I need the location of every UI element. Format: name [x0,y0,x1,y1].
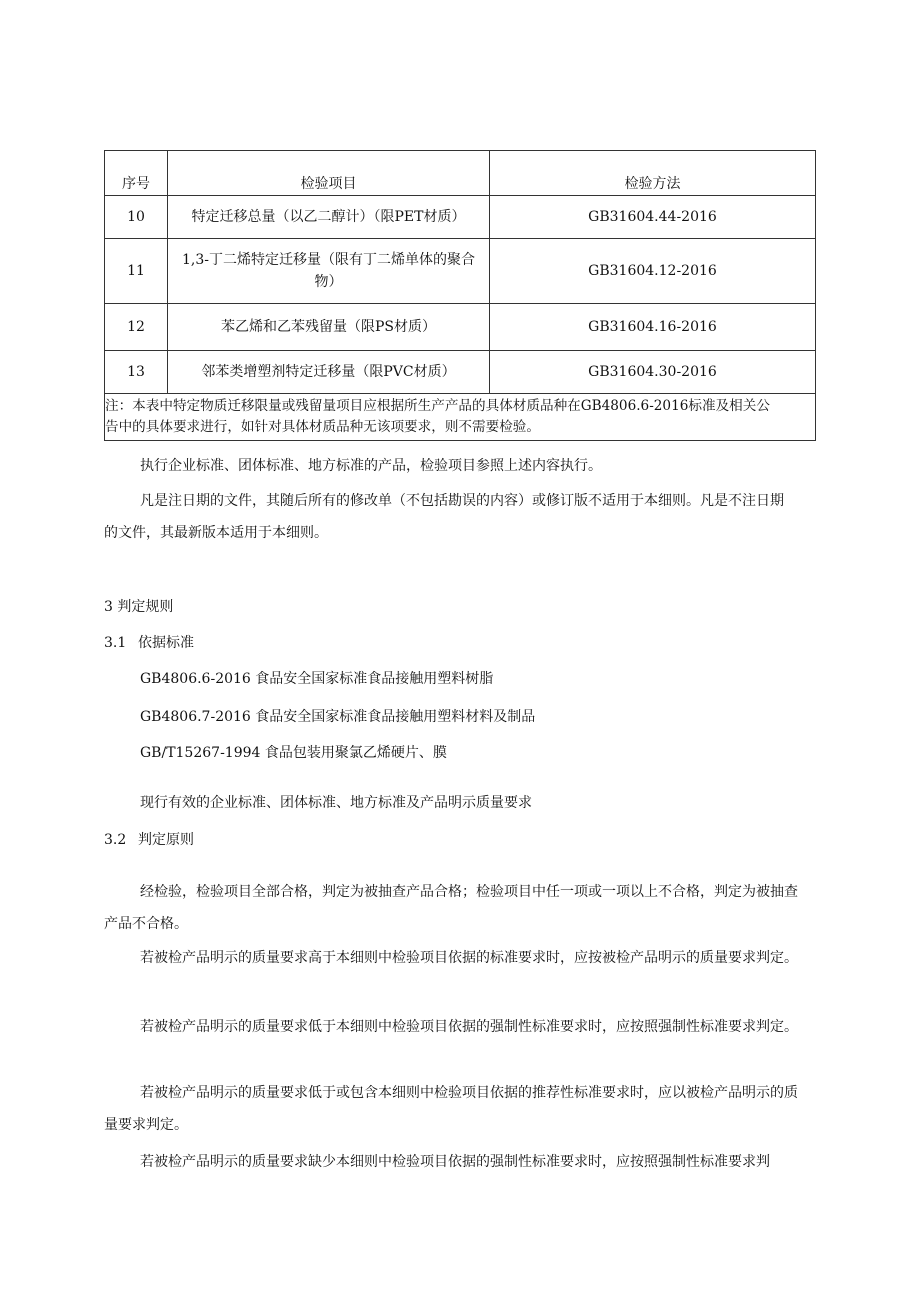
table-note-row [105,394,816,441]
row-method: GB31604.44-2016 [490,196,816,239]
row-seq: 13 [105,351,168,394]
rule-paragraph: 经检验，检验项目全部合格，判定为被抽查产品合格；检验项目中任一项或一项以上不合格，判定为被抽查产品不合格。 [104,884,798,932]
paragraph-dated-docs-line1: 凡是注日期的文件，其随后所有的修改单（不包括勘误的内容）或修订版不适用于本细则。凡是不注日期 [140,493,784,509]
table-header-row [105,151,816,196]
row-seq: 11 [105,239,168,304]
row-item: 邻苯类增塑剂特定迁移量（限PVC材质） [168,351,490,394]
standard-item: GB4806.6-2016 食品安全国家标准食品接触用塑料树脂 [140,671,494,687]
row-method: GB31604.12-2016 [490,239,816,304]
paragraph-execution: 执行企业标准、团体标准、地方标准的产品，检验项目参照上述内容执行。 [140,458,602,474]
row-item: 特定迁移总量（以乙二醇计）（限PET材质） [168,196,490,239]
note-line2: 告中的具体要求进行，如针对具体材质品种无该项要求，则不需要检验。 [105,419,540,435]
table-row [105,304,816,351]
header-seq: 序号 [105,151,168,196]
table-note [105,394,816,441]
row-seq: 10 [105,196,168,239]
paragraph-dated-docs-line2: 的文件，其最新版本适用于本细则。 [104,525,328,541]
standard-item: GB/T15267-1994 食品包装用聚氯乙烯硬片、膜 [140,745,447,761]
row-method: GB31604.16-2016 [490,304,816,351]
table-row [105,351,816,394]
table-row [105,239,816,304]
row-seq: 12 [105,304,168,351]
section-title-3-1: 依据标准 [138,635,194,651]
section-number-3-2: 3.2 [104,832,127,848]
section-number-3-1: 3.1 [104,635,127,651]
rule-paragraph: 若被检产品明示的质量要求低于本细则中检验项目依据的强制性标准要求时，应按照强制性标准要求判定。 [140,1019,798,1035]
row-item [168,239,490,304]
standard-item: GB4806.7-2016 食品安全国家标准食品接触用塑料材料及制品 [140,709,536,725]
table-row [105,196,816,239]
row-method: GB31604.30-2016 [490,351,816,394]
row-item-line1: 1,3-丁二烯特定迁移量（限有丁二烯单体的聚合 [182,252,475,268]
rule-paragraph: 若被检产品明示的质量要求高于本细则中检验项目依据的标准要求时，应按被检产品明示的质量要求判定。 [140,950,798,966]
section-title-3-2: 判定原则 [138,832,194,848]
section-heading-3: 3 判定规则 [104,599,174,615]
header-method: 检验方法 [490,151,816,196]
row-item-line2: 物） [314,274,343,290]
inspection-items-table [104,150,816,441]
rule-paragraph: 若被检产品明示的质量要求缺少本细则中检验项目依据的强制性标准要求时，应按照强制性标准要求判 [140,1154,770,1170]
standard-item: 现行有效的企业标准、团体标准、地方标准及产品明示质量要求 [140,795,532,811]
note-line1: 注：本表中特定物质迁移限量或残留量项目应根据所生产产品的具体材质品种在GB4806.6-2016标准及相关公 [105,398,770,414]
rule-paragraph: 若被检产品明示的质量要求低于或包含本细则中检验项目依据的推荐性标准要求时，应以被检产品明示的质量要求判定。 [104,1085,798,1133]
header-item: 检验项目 [168,151,490,196]
row-item: 苯乙烯和乙苯残留量（限PS材质） [168,304,490,351]
